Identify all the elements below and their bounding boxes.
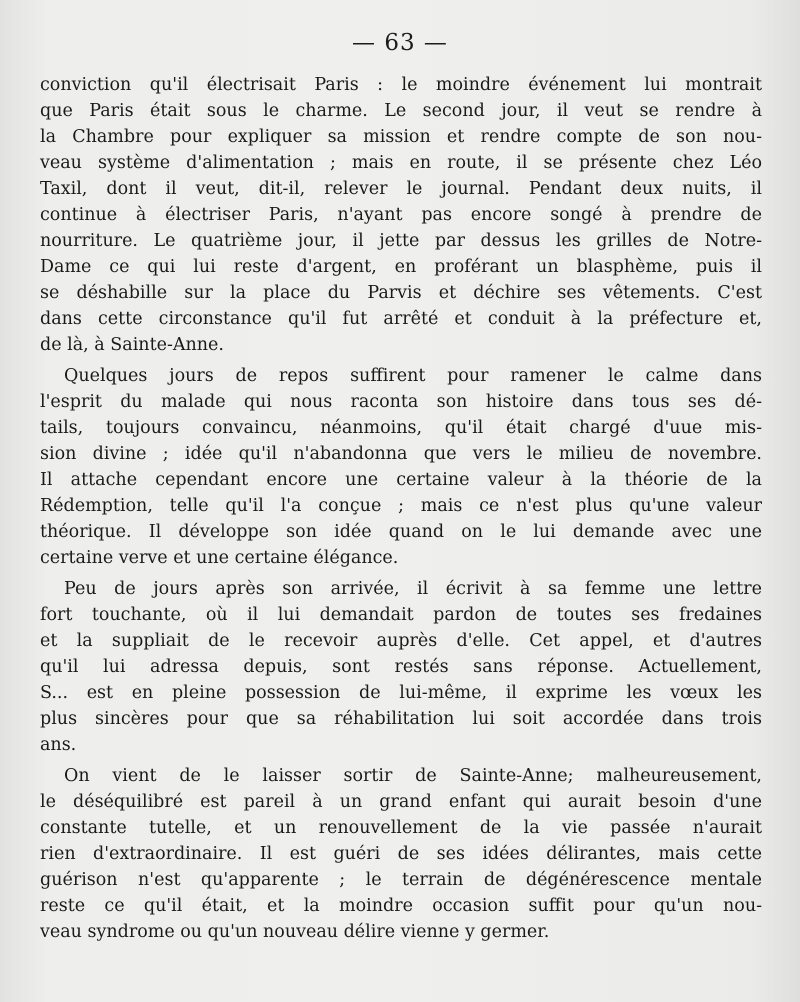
text-line: certaine verve et une certaine élégance. (40, 548, 399, 568)
text-line: Dame ce qui lui reste d'argent, en proférant un blasphème, puis il (40, 257, 762, 277)
paragraph-2 (40, 363, 762, 571)
text-line: dans cette circonstance qu'il fut arrêté et conduit à la préfecture et, (40, 309, 762, 329)
page-number: — 63 — (352, 30, 448, 56)
text-line: S... est en pleine possession de lui-même, il exprime les vœux les (40, 683, 762, 703)
text-line: Taxil, dont il veut, dit-il, relever le journal. Pendant deux nuits, il (40, 179, 762, 199)
paragraph-3 (40, 576, 762, 758)
text-line: rien d'extraordinaire. Il est guéri de ses idées délirantes, mais cette (40, 844, 762, 864)
paragraph-4 (40, 763, 762, 945)
text-line: et la suppliait de le recevoir auprès d'elle. Cet appel, et d'autres (40, 631, 762, 651)
text-line: se déshabille sur la place du Parvis et déchire ses vêtements. C'est (40, 283, 762, 303)
text-line: veau système d'alimentation ; mais en route, il se présente chez Léo (40, 153, 762, 173)
text-line: Quelques jours de repos suffirent pour ramener le calme dans (64, 366, 762, 386)
text-line: de là, à Sainte-Anne. (40, 335, 224, 355)
paragraph-1 (40, 72, 762, 358)
text-line: que Paris était sous le charme. Le second jour, il veut se rendre à (40, 101, 762, 121)
text-line: plus sincères pour que sa réhabilitation lui soit accordée dans trois (40, 709, 762, 729)
text-line: nourriture. Le quatrième jour, il jette par dessus les grilles de Notre- (40, 231, 762, 251)
text-line: constante tutelle, et un renouvellement de la vie passée n'aurait (40, 818, 762, 838)
text-line: Rédemption, telle qu'il l'a conçue ; mais ce n'est plus qu'une valeur (40, 496, 762, 516)
text-line: qu'il lui adressa depuis, sont restés sans réponse. Actuellement, (40, 657, 762, 677)
body-text (40, 72, 762, 950)
text-line: la Chambre pour expliquer sa mission et rendre compte de son nou- (40, 127, 762, 147)
text-line: sion divine ; idée qu'il n'abandonna que vers le milieu de novembre. (40, 444, 762, 464)
text-line: l'esprit du malade qui nous raconta son histoire dans tous ses dé- (40, 392, 762, 412)
text-line: ans. (40, 735, 77, 755)
text-line: tails, toujours convaincu, néanmoins, qu'il était chargé d'uue mis- (40, 418, 762, 438)
text-line: Il attache cependant encore une certaine valeur à la théorie de la (40, 470, 762, 490)
text-line: veau syndrome ou qu'un nouveau délire vienne y germer. (40, 922, 550, 942)
text-line: reste ce qu'il était, et la moindre occasion suffit pour qu'un nou- (40, 896, 762, 916)
text-line: continue à électriser Paris, n'ayant pas encore songé à prendre de (40, 205, 762, 225)
text-line: On vient de le laisser sortir de Sainte-Anne; malheureusement, (64, 766, 762, 786)
text-line: le déséquilibré est pareil à un grand enfant qui aurait besoin d'une (40, 792, 762, 812)
text-line: théorique. Il développe son idée quand on le lui demande avec une (40, 522, 762, 542)
text-line: conviction qu'il électrisait Paris : le moindre événement lui montrait (40, 75, 762, 95)
text-line: guérison n'est qu'apparente ; le terrain de dégénérescence mentale (40, 870, 762, 890)
text-line: Peu de jours après son arrivée, il écrivit à sa femme une lettre (64, 579, 762, 599)
text-line: fort touchante, où il lui demandait pardon de toutes ses fredaines (40, 605, 762, 625)
